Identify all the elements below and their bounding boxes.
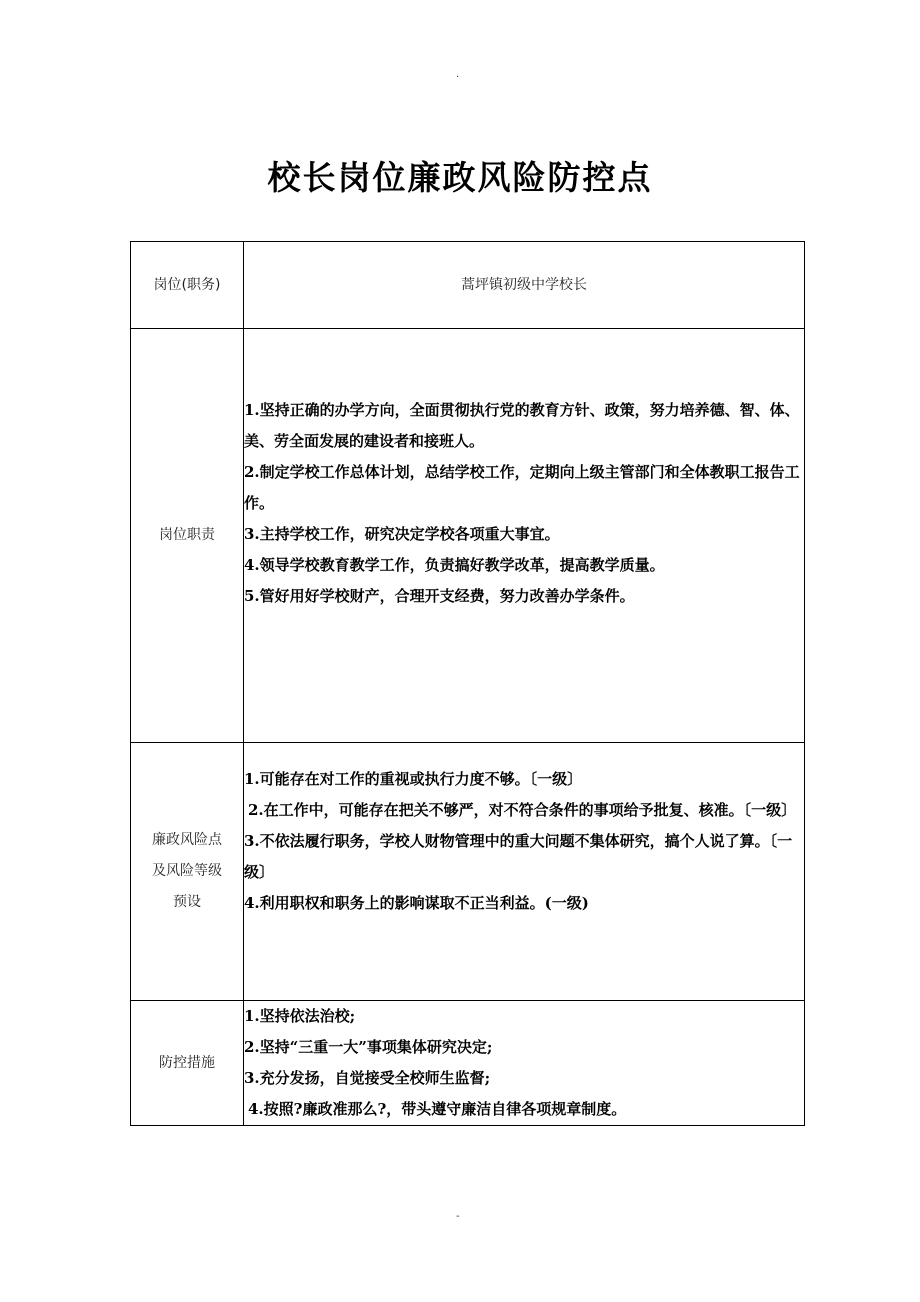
table-row-risks [131,743,805,1001]
control-item: 3.充分发扬，自觉接受全校师生监督; [244,1069,491,1087]
table-row-controls [131,1001,805,1126]
page-title: 校长岗位廉政风险防控点 [267,158,653,197]
control-item: 2.坚持“三重一大”事项集体研究决定; [244,1038,493,1056]
duty-item: 5.管好用好学校财产，合理开支经费，努力改善办学条件。 [244,587,635,605]
position-label: 岗位(职务) [131,242,244,329]
table-row-duties [131,329,805,743]
position-value: 蒿坪镇初级中学校长 [244,242,805,329]
risks-label-line: 及风险等级 [152,863,222,879]
risk-item: 4.利用职权和职务上的影响谋取不正当利益。(一级) [244,894,589,912]
risks-label-line: 预设 [173,894,201,910]
duty-item: 2.制定学校工作总体计划，总结学校工作，定期向上级主管部门和全体教职工报告工作。 [244,463,800,512]
duty-item: 3.主持学校工作，研究决定学校各项重大事宜。 [244,525,560,543]
controls-content [244,1001,805,1126]
controls-label: 防控措施 [131,1001,244,1126]
top-mark: . [456,69,460,80]
duty-item: 1.坚持正确的办学方向，全面贯彻执行党的教育方针、政策，努力培养德、智、体、美、劳全面发展的建设者和接班人。 [244,401,800,450]
risk-item: 3.不依法履行职务，学校人财物管理中的重大问题不集体研究，搞个人说了算。〔一级〕 [244,832,793,881]
bottom-mark: - [456,1211,460,1222]
duty-item: 4.领导学校教育教学工作，负责搞好教学改革，提高教学质量。 [244,556,665,574]
table-row-position [131,242,805,329]
risk-item: 2.在工作中，可能存在把关不够严，对不符合条件的事项给予批复、核准。〔一级〕 [248,801,797,819]
risks-label-line: 廉政风险点 [152,832,222,848]
risks-content [244,743,805,1001]
risk-control-table [130,241,805,1126]
risks-label [131,743,244,1001]
risk-item: 1.可能存在对工作的重视或执行力度不够。〔一级〕 [244,770,583,788]
duties-content [244,329,805,743]
control-item: 1.坚持依法治校; [244,1007,356,1025]
duties-label: 岗位职责 [131,329,244,743]
control-item: 4.按照?廉政准那么?，带头遵守廉洁自律各项规章制度。 [248,1100,627,1118]
